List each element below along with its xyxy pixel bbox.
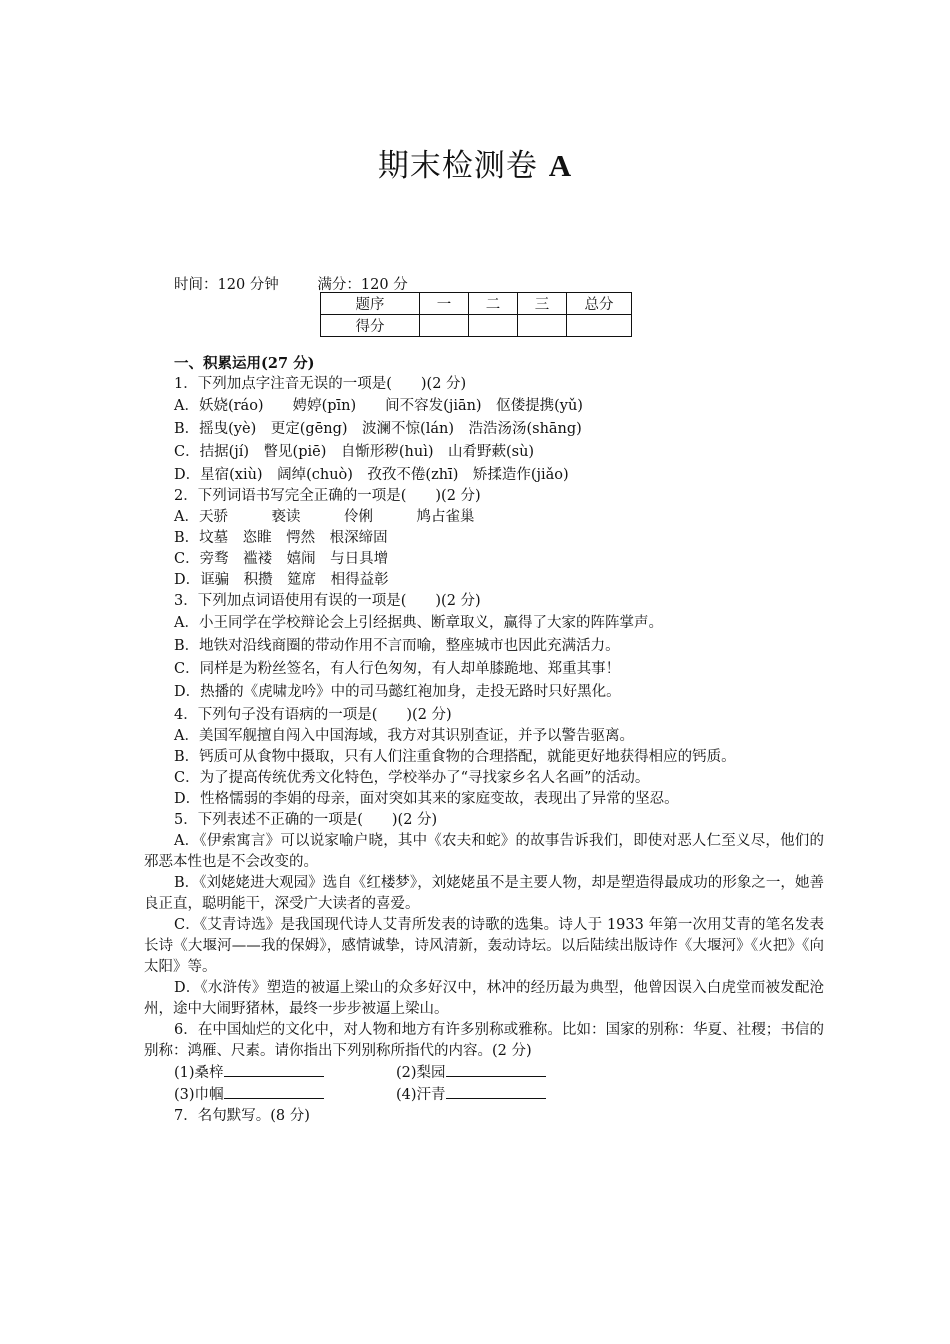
score-table <box>320 292 632 337</box>
question-7-stem: 7．名句默写。(8 分) <box>174 1108 310 1124</box>
q2-option-d: D．诓骗 积攒 筵席 相得益彰 <box>174 572 389 588</box>
answer-blank[interactable] <box>446 1084 546 1099</box>
score-cell[interactable] <box>567 315 632 337</box>
q1-option-c: C．拮据(jí) 瞥见(piē) 自惭形秽(huì) 山肴野蔌(sù) <box>174 444 535 460</box>
score-cell[interactable] <box>420 315 469 337</box>
q4-option-a: A．美国军舰擅自闯入中国海域，我方对其识别查证，并予以警告驱离。 <box>174 728 634 744</box>
score-header-cell: 二 <box>469 293 518 315</box>
q5-option-a: A．《伊索寓言》可以说家喻户晓，其中《农夫和蛇》的故事告诉我们，即使对恶人仁至义尽，他们的邪恶本性也是不会改变的。 <box>144 833 824 870</box>
exam-time: 时间：120 分钟 <box>174 277 279 293</box>
score-cell[interactable] <box>469 315 518 337</box>
answer-blank[interactable] <box>224 1084 324 1099</box>
q6-row-1 <box>174 1062 824 1084</box>
question-6-stem: 6．在中国灿烂的文化中，对人物和地方有许多别称或雅称。比如：国家的别称：华夏、社稷；书信的别称：鸿雁、尺素。请你指出下列别称所指代的内容。(2 分) <box>144 1022 824 1059</box>
q4-option-d: D．性格懦弱的李娟的母亲，面对突如其来的家庭变故，表现出了异常的坚忍。 <box>174 791 679 807</box>
q4-option-c: C．为了提高传统优秀文化特色，学校举办了“寻找家乡名人名画”的活动。 <box>174 770 650 786</box>
score-cell[interactable] <box>518 315 567 337</box>
question-4-stem: 4．下列句子没有语病的一项是( )(2 分) <box>174 707 452 723</box>
q2-option-a: A．天骄 亵读 伶俐 鸠占雀巢 <box>174 509 475 525</box>
score-table-header-row <box>321 293 632 315</box>
question-1-stem: 1．下列加点字注音无误的一项是( )(2 分) <box>174 376 467 392</box>
q6-row-2 <box>174 1084 824 1106</box>
q6-item-3: (3)巾帼 <box>174 1087 224 1103</box>
q3-option-a: A．小王同学在学校辩论会上引经据典、断章取义，赢得了大家的阵阵掌声。 <box>174 615 663 631</box>
q3-option-c: C．同样是为粉丝签名，有人行色匆匆，有人却单膝跪地、郑重其事！ <box>174 661 621 677</box>
q4-option-b: B．钙质可从食物中摄取，只有人们注重食物的合理搭配，就能更好地获得相应的钙质。 <box>174 749 736 765</box>
exam-content <box>144 353 824 1127</box>
answer-blank[interactable] <box>446 1062 546 1077</box>
score-header-cell: 三 <box>518 293 567 315</box>
score-header-cell: 总分 <box>567 293 632 315</box>
exam-meta <box>174 273 442 294</box>
title-letter: A <box>548 148 573 183</box>
q6-item-4: (4)汗青 <box>396 1087 446 1103</box>
q2-option-b: B．坟墓 恣睢 愕然 根深缔固 <box>174 530 388 546</box>
q1-option-b: B．摇曳(yè) 更定(gēng) 波澜不惊(lán) 浩浩汤汤(shāng) <box>174 421 582 437</box>
answer-blank[interactable] <box>224 1062 324 1077</box>
q6-item-2: (2)梨园 <box>396 1065 446 1081</box>
section-heading: 一、积累运用(27 分) <box>174 355 315 372</box>
exam-full-score: 满分：120 分 <box>317 277 408 293</box>
q3-option-d: D．热播的《虎啸龙吟》中的司马懿红袍加身，走投无路时只好黑化。 <box>174 684 621 700</box>
question-3-stem: 3．下列加点词语使用有误的一项是( )(2 分) <box>174 593 481 609</box>
score-header-cell: 题序 <box>321 293 420 315</box>
title-text: 期末检测卷 <box>377 148 538 184</box>
q5-option-d: D．《水浒传》塑造的被逼上梁山的众多好汉中，林冲的经历最为典型，他曾因误入白虎堂而被发配沧州，途中大闹野猪林，最终一步步被逼上梁山。 <box>144 980 824 1017</box>
question-2-stem: 2．下列词语书写完全正确的一项是( )(2 分) <box>174 488 481 504</box>
q6-item-1: (1)桑梓 <box>174 1065 224 1081</box>
page-title <box>0 140 950 185</box>
q1-option-d: D．星宿(xiù) 阔绰(chuò) 孜孜不倦(zhī) 矫揉造作(jiǎo) <box>174 467 569 483</box>
q5-option-c: C．《艾青诗选》是我国现代诗人艾青所发表的诗歌的选集。诗人于 1933 年第一次用艾青的笔名发表长诗《大堰河——我的保姆》，感情诚挚，诗风清新，轰动诗坛。以后陆续出版诗作《大堰河》《火把》《向太阳》等。 <box>144 917 824 975</box>
question-5-stem: 5．下列表述不正确的一项是( )(2 分) <box>174 812 438 828</box>
score-table-score-row <box>321 315 632 337</box>
score-row-label: 得分 <box>321 315 420 337</box>
score-header-cell: 一 <box>420 293 469 315</box>
q3-option-b: B．地铁对沿线商圈的带动作用不言而喻，整座城市也因此充满活力。 <box>174 638 620 654</box>
q5-option-b: B．《刘姥姥进大观园》选自《红楼梦》，刘姥姥虽不是主要人物，却是塑造得最成功的形象之一，她善良正直，聪明能干，深受广大读者的喜爱。 <box>144 875 824 912</box>
q2-option-c: C．旁骛 褴褛 嬉闹 与日具增 <box>174 551 389 567</box>
q1-option-a: A．妖娆(ráo) 娉婷(pīn) 间不容发(jiān) 伛偻提携(yǔ) <box>174 398 583 414</box>
